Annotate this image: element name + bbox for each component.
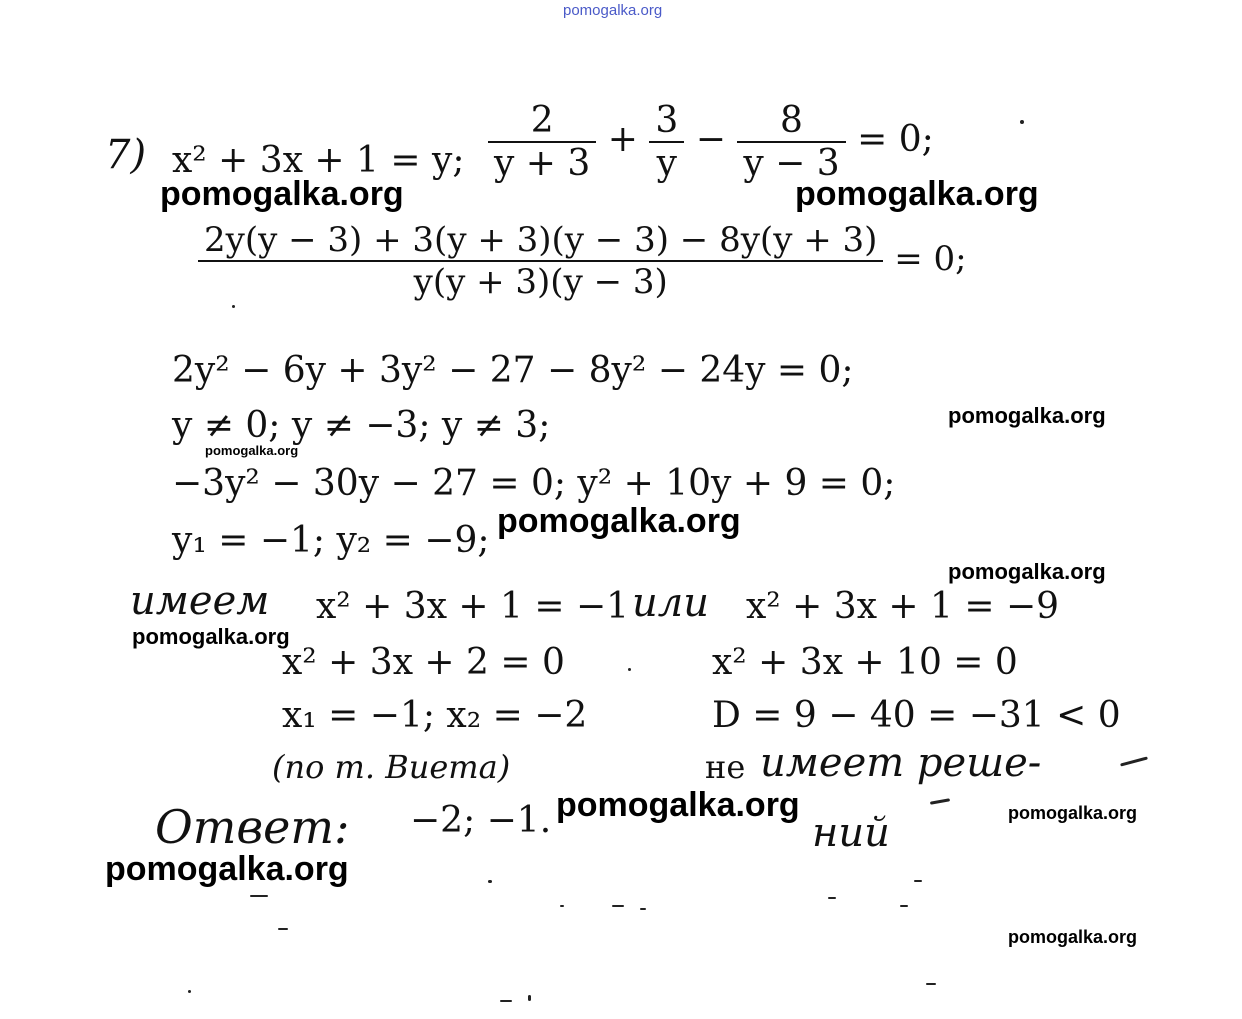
no-solution-continuation: ний bbox=[812, 810, 890, 856]
big-fraction-denominator: y(y + 3)(y − 3) bbox=[413, 262, 668, 302]
no-solution-rest: имеет реше- bbox=[760, 740, 1042, 786]
discriminant: D = 9 − 40 = −31 < 0 bbox=[712, 695, 1121, 736]
minus-sign: − bbox=[695, 119, 726, 160]
scan-speck bbox=[1020, 120, 1024, 124]
scan-speck bbox=[278, 928, 288, 930]
scan-speck bbox=[500, 1000, 512, 1002]
scan-speck bbox=[232, 305, 235, 308]
fraction-3-denominator: y − 3 bbox=[743, 143, 840, 184]
have-word: имеем bbox=[130, 578, 270, 624]
scan-speck bbox=[828, 897, 836, 899]
fraction-1-numerator: 2 bbox=[488, 100, 596, 143]
plus-sign: + bbox=[607, 119, 638, 160]
substitution-equation: x² + 3x + 1 = y; bbox=[172, 140, 465, 181]
scan-speck bbox=[914, 880, 922, 882]
watermark-11: pomogalka.org bbox=[1008, 927, 1138, 947]
scan-speck bbox=[488, 880, 492, 883]
big-fraction-numerator: 2y(y − 3) + 3(y + 3)(y − 3) − 8y(y + 3) bbox=[198, 220, 883, 262]
fraction-2 bbox=[649, 100, 684, 184]
answer-label: Ответ: bbox=[155, 800, 350, 854]
no-solution-ne: не bbox=[705, 748, 746, 786]
roots-y: y₁ = −1; y₂ = −9; bbox=[172, 520, 490, 561]
right-reduced-equation: x² + 3x + 10 = 0 bbox=[712, 642, 1018, 683]
scan-speck bbox=[640, 908, 646, 910]
watermark-6: pomogalka.org bbox=[948, 559, 1106, 584]
fraction-2-denominator: y bbox=[656, 143, 677, 184]
given-equation bbox=[488, 100, 934, 184]
scan-speck bbox=[188, 990, 191, 993]
vieta-note: (по т. Виета) bbox=[272, 748, 511, 786]
restrictions: y ≠ 0; y ≠ −3; y ≠ 3; bbox=[172, 405, 551, 446]
fraction-2-numerator: 3 bbox=[649, 100, 684, 143]
scan-speck bbox=[1120, 756, 1148, 766]
common-denominator-step bbox=[198, 220, 967, 302]
answer-value: −2; −1. bbox=[410, 800, 552, 841]
watermark-3: pomogalka.org bbox=[205, 443, 299, 458]
watermark-9: pomogalka.org bbox=[1008, 803, 1138, 823]
fraction-3 bbox=[737, 100, 845, 184]
watermark-5: pomogalka.org bbox=[497, 502, 741, 540]
fraction-1 bbox=[488, 100, 596, 184]
equals-zero: = 0; bbox=[857, 119, 934, 160]
fraction-1-denominator: y + 3 bbox=[494, 143, 591, 184]
problem-number: 7) bbox=[105, 132, 147, 178]
left-case-equation: x² + 3x + 1 = −1 bbox=[316, 586, 630, 627]
scan-speck bbox=[250, 895, 268, 897]
right-case-equation: x² + 3x + 1 = −9 bbox=[746, 586, 1060, 627]
top-watermark: pomogalka.org bbox=[563, 2, 663, 19]
or-word: или bbox=[632, 580, 709, 626]
watermark-8: pomogalka.org bbox=[556, 786, 800, 824]
scan-speck bbox=[930, 798, 950, 804]
quadratic-equations: −3y² − 30y − 27 = 0; y² + 10y + 9 = 0; bbox=[172, 463, 896, 504]
big-fraction bbox=[198, 220, 883, 302]
watermark-2: pomogalka.org bbox=[795, 175, 1039, 213]
watermark-1: pomogalka.org bbox=[160, 175, 404, 213]
scan-speck bbox=[528, 995, 531, 1001]
fraction-3-numerator: 8 bbox=[737, 100, 845, 143]
watermark-10: pomogalka.org bbox=[105, 850, 349, 888]
scan-speck bbox=[628, 668, 631, 671]
watermark-7: pomogalka.org bbox=[132, 624, 290, 649]
expanded-equation: 2y² − 6y + 3y² − 27 − 8y² − 24y = 0; bbox=[172, 350, 854, 391]
scan-speck bbox=[560, 905, 564, 907]
left-reduced-equation: x² + 3x + 2 = 0 bbox=[282, 642, 565, 683]
big-fraction-equals-zero: = 0; bbox=[894, 239, 967, 279]
watermark-4: pomogalka.org bbox=[948, 403, 1106, 428]
scan-speck bbox=[612, 905, 624, 907]
left-roots: x₁ = −1; x₂ = −2 bbox=[282, 695, 588, 736]
scan-speck bbox=[926, 983, 936, 985]
scan-speck bbox=[900, 905, 908, 907]
